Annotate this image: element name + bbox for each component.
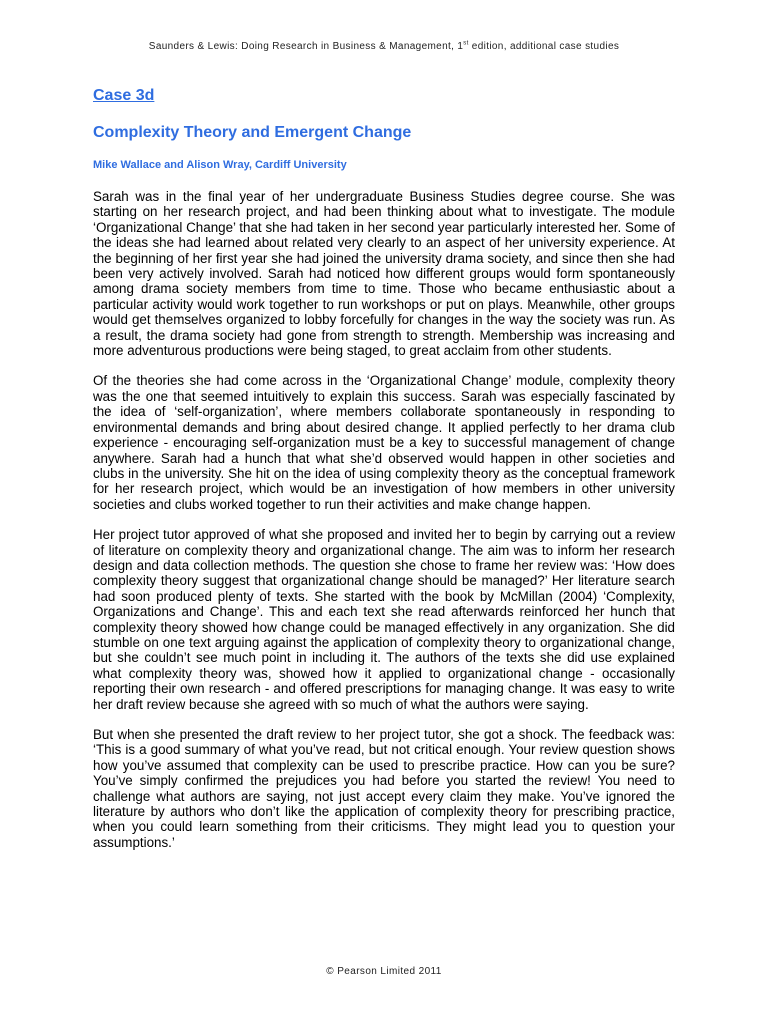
paragraph-4: But when she presented the draft review to her project tutor, she got a shock. The feedback was: ‘This is a good summary of what you’ve read, but not critical enough. Your review question shows how you’ve assumed that complexity can be used to prescribe practice. How can you be sure? You’ve simply confirmed the prejudices you had before you started the review! You need to challenge what authors are saying, not just accept every claim they make. You’ve ignored the literature by authors who don’t like the application of complexity theory for prescribing practice, when you could learn something from their criticisms. They might lead you to question your assumptions.’ xyxy=(93,727,675,850)
page-header xyxy=(0,41,768,52)
case-content xyxy=(93,86,675,865)
case-title: Complexity Theory and Emergent Change xyxy=(93,124,412,141)
paragraph-1: Sarah was in the final year of her undergraduate Business Studies degree course. She was starting on her research project, and had been thinking about what to investigate. The module ‘Organizational Change’ that she had taken in her second year particularly interested her. Some of the ideas she had learned about related very clearly to an aspect of her university experience. At the beginning of her first year she had joined the university drama society, and since then she had been very actively involved. Sarah had noticed how different groups would form spontaneously among drama society members from time to time. Those who became enthusiastic about a particular activity would work together to run workshops or put on plays. Meanwhile, other groups would get themselves organized to lobby forcefully for changes in the way the society was run. As a result, the drama society had gone from strength to strength. Membership was increasing and more adventurous productions were being staged, to great acclaim from other students. xyxy=(93,189,675,359)
paragraph-2: Of the theories she had come across in the ‘Organizational Change’ module, complexity theory was the one that seemed intuitively to explain this success. Sarah was especially fascinated by the idea of ‘self-organization’, where members collaborate spontaneously in responding to environmental demands and bring about desired change. It applied perfectly to her drama club experience - encouraging self-organization must be a key to successful management of change anywhere. Sarah had a hunch that what she’d observed would happen in other societies and clubs in the university. She hit on the idea of using complexity theory as the conceptual framework for her research project, which would be an investigation of how members in other university societies and clubs worked together to run their activities and make change happen. xyxy=(93,373,675,512)
header-superscript: st xyxy=(463,40,469,47)
page-footer: © Pearson Limited 2011 xyxy=(326,966,442,977)
case-authors: Mike Wallace and Alison Wray, Cardiff University xyxy=(93,159,347,171)
paragraph-3: Her project tutor approved of what she proposed and invited her to begin by carrying out a review of literature on complexity theory and organizational change. The aim was to inform her research design and data collection methods. The question she chose to frame her review was: ‘How does complexity theory suggest that organizational change should be managed?’ Her literature search had soon produced plenty of texts. She started with the book by McMillan (2004) ‘Complexity, Organizations and Change’. This and each text she read afterwards reinforced her hunch that complexity theory showed how change could be managed effectively in any organization. She did stumble on one text arguing against the application of complexity theory to organizational change, but she couldn’t see much point in including it. The authors of the texts she did use explained what complexity theory was, showed how it applied to organizational change - occasionally reporting their own research - and offered prescriptions for managing change. It was easy to write her draft review because she agreed with so much of what the authors were saying. xyxy=(93,527,675,712)
case-number: Case 3d xyxy=(93,87,155,104)
header-text-end: edition, additional case studies xyxy=(468,41,620,52)
header-text: Saunders & Lewis: Doing Research in Business & Management, 1 xyxy=(148,41,464,52)
